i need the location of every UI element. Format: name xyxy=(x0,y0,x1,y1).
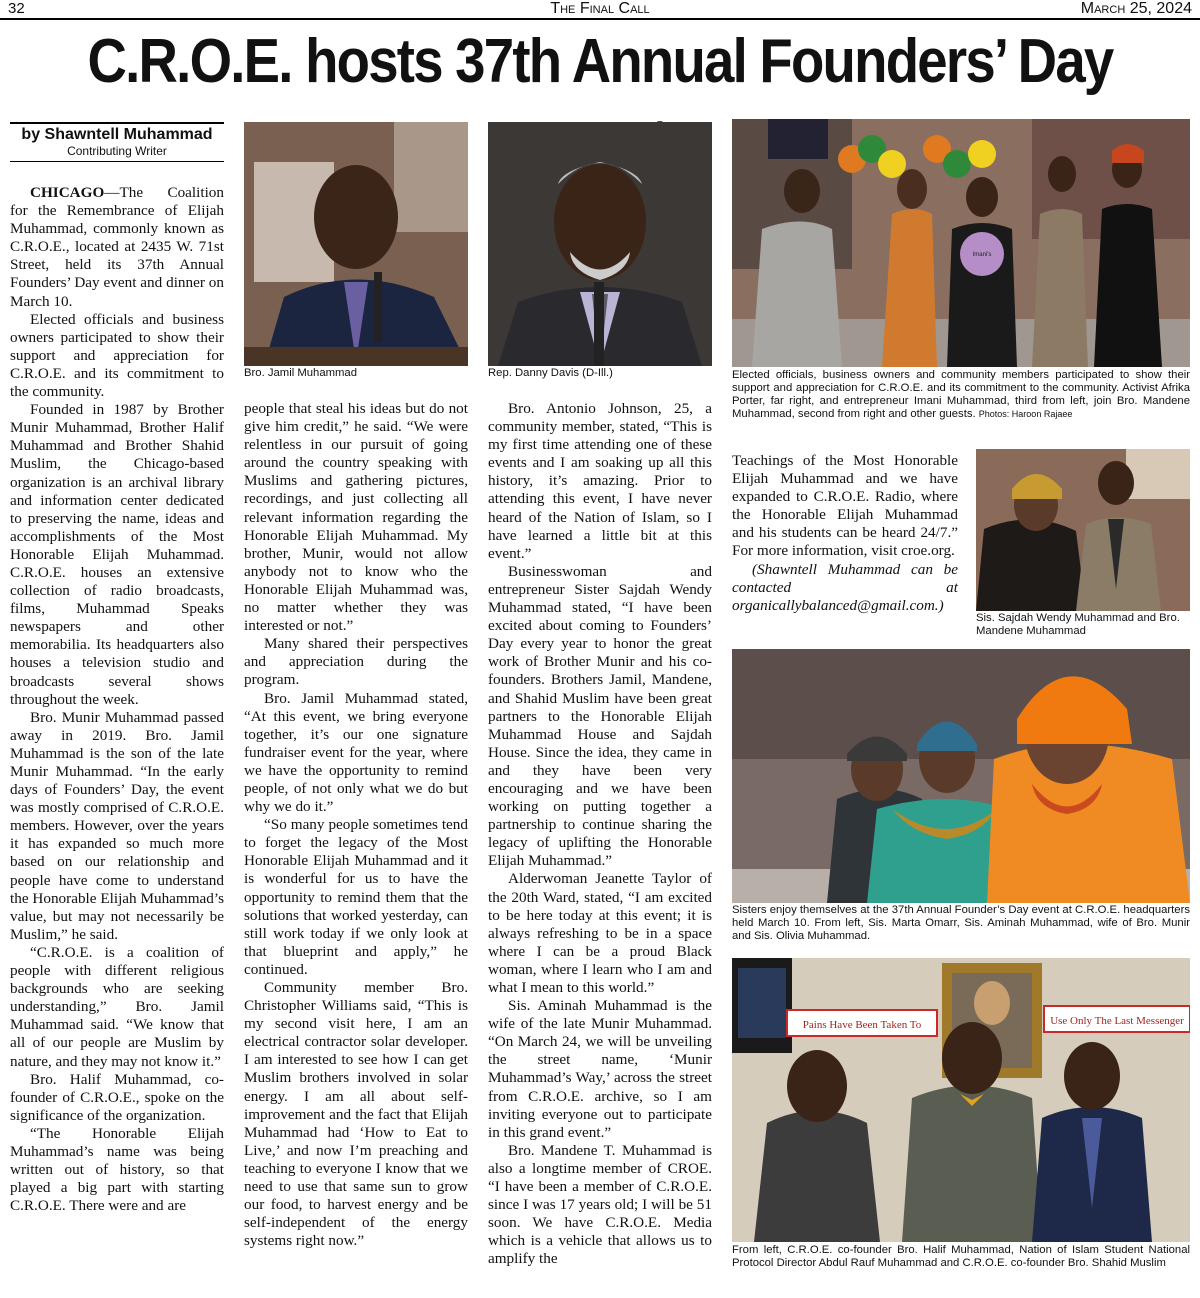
caption-group: Elected officials, business owners and community members participated to show their support and appreciation for C.R.O.E. and its commitment to the community. Activist Afrika Porter, far right, and entrepreneur Imani Muhammad, third from left, join Bro. Mandene Muhammad, second from right and other guests. Photos: Haroon Rajaee xyxy=(732,369,1190,420)
byline-name: by Shawntell Muhammad xyxy=(10,122,224,144)
photo-sisters xyxy=(732,649,1190,903)
headline: C.R.O.E. hosts 37th Annual Founders’ Day xyxy=(87,27,1113,96)
byline xyxy=(10,122,224,162)
photo-group-guests xyxy=(732,119,1190,367)
column-1 xyxy=(10,184,224,1215)
paragraph: Sis. Aminah Muhammad is the wife of the late Munir Muhammad. “On March 24, we will be unveiling the street name, ‘Munir Muhammad’s Way,’ across the street from C.R.O.E. archive, so I am inviting everyone out to participate in this grand event.” xyxy=(488,997,712,1141)
column-4 xyxy=(732,452,958,615)
issue-date: March 25, 2024 xyxy=(1080,0,1192,17)
dateline: CHICAGO xyxy=(30,184,105,201)
paragraph: Businesswoman and entrepreneur Sister Sajdah Wendy Muhammad stated, “I have been excited about coming to Founders’ Day every year to honor the great work of Brother Munir and his co-founders. Brothers Jamil, Mandene, and Shahid Muslim have been great partners to the Honorable Elijah Muhammad House and Sajdah House. Since the idea, they came in and they have been very encouraging and we have been working on putting together a partnership to continue sharing the legacy of uplifting the Honorable Elijah Muhammad.” xyxy=(488,562,712,870)
caption-sajdah: Sis. Sajdah Wendy Muhammad and Bro. Mandene Muhammad xyxy=(976,612,1180,637)
photo-jamil-muhammad xyxy=(244,122,468,366)
paragraph: Bro. Antonio Johnson, 25, a community member, stated, “This is my first time attending one of these events and I am soaking up all this history, it’s amazing. Prior to attending this event, I have never heard of the Nation of Islam, so I have learned a little bit at this event.” xyxy=(488,400,712,562)
paragraph: Bro. Munir Muhammad passed away in 2019. Bro. Jamil Muhammad is the son of the late Munir Muhammad. “In the early days of Founders’ Day, the event was mostly comprised of C.R.O.E. members. However, over the years it has expanded so much more based on our relationship and people have come to understand the Honorable Elijah Muhammad’s value, but may not necessarily be Muslim,” he said. xyxy=(10,708,224,943)
paragraph: Teachings of the Most Honorable Elijah Muhammad and we have expanded to C.R.O.E. Radio, where the Honorable Elijah Muhammad and his students can be heard 24/7.” For more information, visit croe.org. xyxy=(732,452,958,560)
paper-name: The Final Call xyxy=(550,0,650,17)
photo-credit: Photos: Haroon Rajaee xyxy=(978,409,1073,419)
paragraph: Alderwoman Jeanette Taylor of the 20th Ward, stated, “I am excited to be here today at this event; it is always refreshing to be in a space where I can be a proud Black woman, where I learn who I am and what I mean to this world.” xyxy=(488,870,712,996)
paragraph: Community member Bro. Christopher Williams said, “This is my second visit here, I am an electrical contractor solar developer. I am interested to see how I can get Muslim brothers involved in solar energy. I am all about self-improvement and the fact that Elijah Muhammad had ‘How to Eat to Live,’ and now I’m preaching and teaching to everyone I know that we need to use that same sun to grow our food, to harvest energy and be self-independent of the energy systems right now.” xyxy=(244,979,468,1250)
banner-right-text: Use Only The Last Messenger xyxy=(1050,1015,1184,1027)
caption-founders: From left, C.R.O.E. co-founder Bro. Halif Muhammad, Nation of Islam Student National Protocol Director Abdul Rauf Muhammad and C.R.O.E. co-founder Bro. Shahid Muslim xyxy=(732,1244,1190,1269)
byline-role: Contributing Writer xyxy=(10,144,224,162)
paragraph: “The Honorable Elijah Muhammad’s name was being written out of history, so that played a big part with starting C.R.O.E. There were and are xyxy=(10,1124,224,1215)
paragraph: Elected officials and business owners participated to show their support and appreciation for C.R.O.E. and its commitment to the community. xyxy=(10,310,224,401)
paragraph: Bro. Mandene T. Muhammad is also a longtime member of CROE. “I have been a member of C.R.O.E. since I was 17 years old; I will be 51 soon. We have C.R.O.E. Media which is a vehicle that allows us to amplify the xyxy=(488,1141,712,1268)
paragraph: “C.R.O.E. is a coalition of people with different religious backgrounds who are seeking understanding,” Bro. Jamil Muhammad said. “We know that all of our people are Muslim by nature, and they may not know it.” xyxy=(10,943,224,1070)
photo-founders xyxy=(732,958,1190,1242)
paragraph: people that steal his ideas but do not give him credit,” he said. “We were relentless in our pursuit of going around the country speaking with Muslims and gathering pictures, recordings, and just collecting all relevant information regarding the Honorable Elijah Muhammad. My brother, Munir, would not allow anybody not to know who the Honorable Elijah Muhammad was, no matter whether they was interested or not.” xyxy=(244,400,468,635)
paragraph: Bro. Jamil Muhammad stated, “At this event, we bring everyone together, it’s our one signature fundraiser event for the year, where we have the opportunity to remind people, of not only what we do but why we do it.” xyxy=(244,689,468,816)
photo-danny-davis xyxy=(488,122,712,366)
shirt-text: Imani's xyxy=(972,252,992,258)
paragraph: CHICAGO—The Coalition for the Remembrance of Elijah Muhammad, commonly known as C.R.O.E., located at 2435 W. 71st Street, held its 37th Annual Founders’ Day event and dinner on March 10. xyxy=(10,184,224,310)
contact-note: (Shawntell Muhammad can be contacted at organicallybalanced@gmail.com.) xyxy=(732,560,958,614)
header-rule xyxy=(0,18,1200,20)
column-3 xyxy=(488,400,712,1269)
banner-left-text: Pains Have Been Taken To xyxy=(802,1019,922,1031)
photo-sajdah-mandene xyxy=(976,449,1190,611)
paragraph: “So many people sometimes tend to forget the legacy of the Most Honorable Elijah Muhammad and it is wonderful for us to have the opportunity to remind them that the solutions that worked yesterday, can still work today if we only look at that blueprint and apply,” he continued. xyxy=(244,816,468,978)
paragraph: Bro. Halif Muhammad, co-founder of C.R.O.E., spoke on the significance of the organization. xyxy=(10,1070,224,1124)
page-number: 32 xyxy=(8,0,25,17)
paragraph: Founded in 1987 by Brother Munir Muhammad, Brother Halif Muhammad and Brother Shahid Muslim, the Chicago-based organization is an archival library and information center dedicated to preserving the name, ideas and accomplishments of the Most Honorable Elijah Muhammad. C.R.O.E. houses an extensive collection of radio broadcasts, films, Muhammad Speaks newspapers and other memorabilia. Its headquarters also houses a television studio and broadcasts several shows throughout the week. xyxy=(10,401,224,708)
caption-sisters: Sisters enjoy themselves at the 37th Annual Founder’s Day event at C.R.O.E. headquarters held March 10. From left, Sis. Marta Omarr, Sis. Aminah Muhammad, wife of Bro. Munir and Sis. Olivia Muhammad. xyxy=(732,904,1190,942)
paragraph: Many shared their perspectives and appreciation during the program. xyxy=(244,635,468,689)
caption-jamil: Bro. Jamil Muhammad xyxy=(244,367,358,379)
caption-davis: Rep. Danny Davis (D-Ill.) xyxy=(488,367,613,379)
column-2 xyxy=(244,400,468,1250)
